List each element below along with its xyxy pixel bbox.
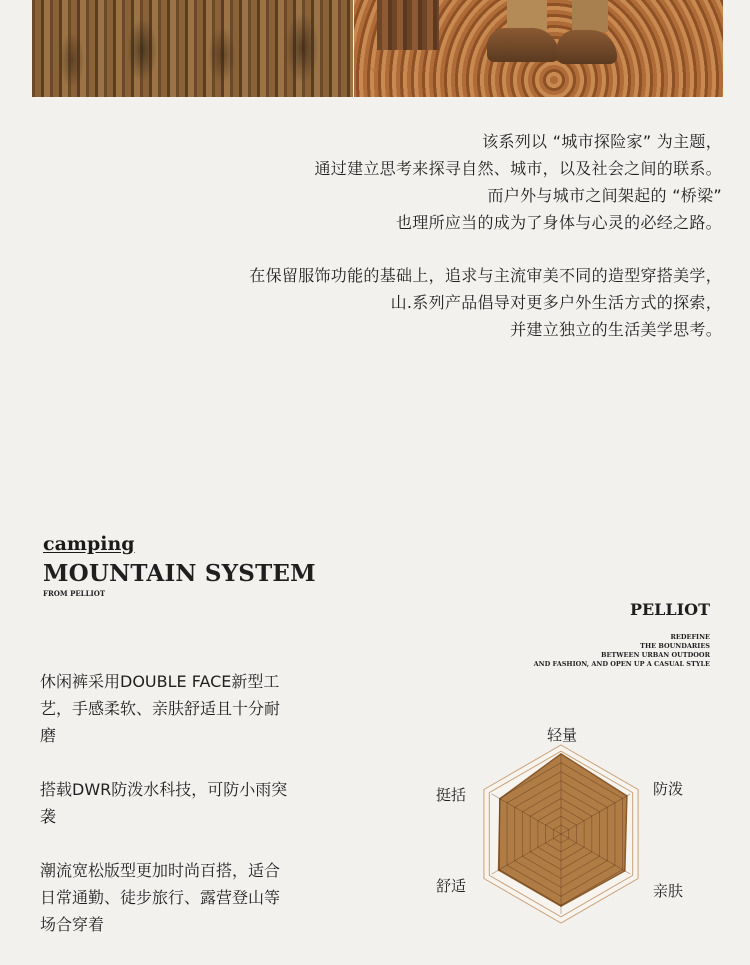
tagline-line: BETWEEN URBAN OUTDOOR <box>600 651 710 659</box>
trouser-leg-left <box>507 0 547 30</box>
feature-item: 搭载DWR防泼水科技，可防小雨突袭 <box>40 780 288 826</box>
trouser-leg-right <box>572 0 608 32</box>
radar-label-light: 轻量 <box>547 726 578 744</box>
series-from: FROM PELLIOT <box>43 589 106 598</box>
intro-line: 山.系列产品倡导对更多户外生活方式的探索， <box>390 293 722 312</box>
series-camping-label: camping <box>43 533 135 555</box>
series-title: MOUNTAIN SYSTEM <box>43 560 316 587</box>
boot-left <box>487 28 559 62</box>
intro-line: 在保留服饰功能的基础上，追求与主流审美不同的造型穿搭美学， <box>249 266 722 285</box>
radar-label-water-repellent: 防泼 <box>653 780 684 798</box>
hero-photo <box>32 0 723 97</box>
tagline-line: THE BOUNDARIES <box>640 642 710 650</box>
intro-line: 通过建立思考来探寻自然、城市，以及社会之间的联系。 <box>314 159 722 178</box>
tagline-line: AND FASHION, AND OPEN UP A CASUAL STYLE <box>533 660 710 668</box>
feature-item: 潮流宽松版型更加时尚百搭，适合日常通勤、徒步旅行、露营登山等场合穿着 <box>40 861 281 934</box>
tree-trunk <box>377 0 439 50</box>
intro-line: 而户外与城市之间架起的 “桥梁” <box>487 186 722 205</box>
feature-item: 休闲裤采用DOUBLE FACE新型工艺，手感柔软、亲肤舒适且十分耐磨 <box>40 672 281 745</box>
forest-image <box>32 0 353 97</box>
radar-chart <box>420 715 720 927</box>
tagline-line: REDEFINE <box>670 633 710 641</box>
intro-text <box>162 128 722 343</box>
intro-line: 并建立独立的生活美学思考。 <box>510 320 722 339</box>
radar-label-crisp: 挺括 <box>436 786 467 804</box>
intro-line: 也理所应当的成为了身体与心灵的必经之路。 <box>395 213 722 232</box>
feature-list <box>40 668 295 965</box>
intro-line: 该系列以 “城市探险家” 为主题， <box>482 132 722 151</box>
brand-tagline <box>534 633 710 669</box>
radar-label-comfort: 舒适 <box>436 877 467 895</box>
radar-label-skin-friendly: 亲肤 <box>653 882 684 900</box>
brand-name: PELLIOT <box>629 600 710 619</box>
